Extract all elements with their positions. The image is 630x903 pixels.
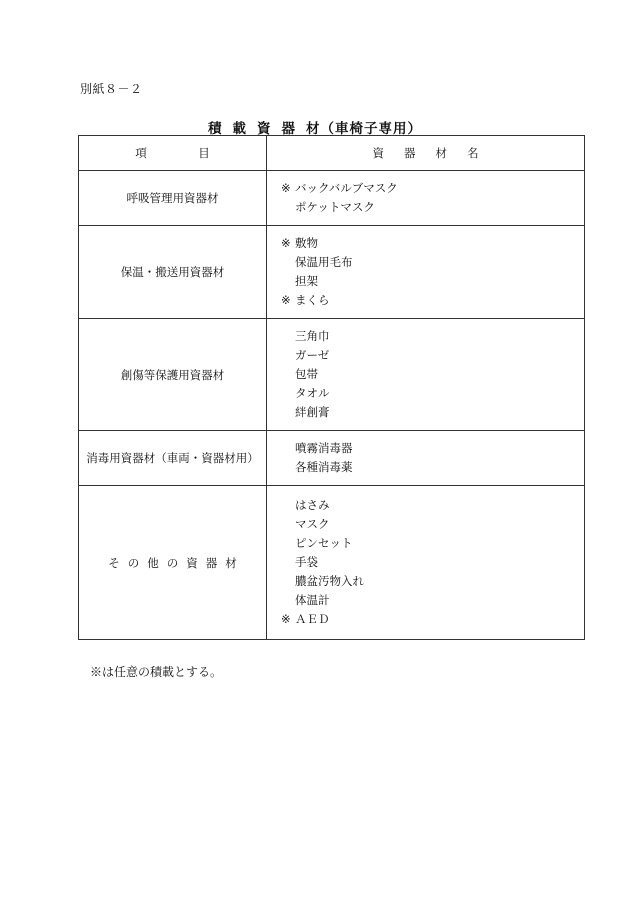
equipment-name: 各種消毒薬	[295, 460, 353, 474]
equipment-name: 包帯	[295, 367, 318, 381]
equipment-item	[281, 534, 584, 553]
equipment-item	[281, 272, 584, 291]
equipment-name: マスク	[295, 517, 330, 531]
equipment-item	[281, 515, 584, 534]
title-word: 器	[281, 121, 306, 137]
table-row	[79, 431, 585, 486]
equipment-name: 担架	[295, 274, 318, 288]
title-word: 材	[306, 121, 321, 137]
equipment-item	[281, 572, 584, 591]
equipment-name: はさみ	[295, 498, 330, 512]
equipment-item	[281, 384, 584, 403]
equipment-name: まくら	[295, 293, 330, 307]
equipment-name: 体温計	[295, 593, 330, 607]
table-row	[79, 319, 585, 431]
equipment-item	[281, 198, 584, 217]
equipment-list-cell	[267, 319, 585, 431]
equipment-name: ガーゼ	[295, 348, 330, 362]
document-reference: 別紙８－２	[80, 82, 143, 96]
header-item: 項 目	[79, 136, 267, 171]
title-word: 積	[208, 121, 233, 137]
equipment-name: 敷物	[295, 236, 318, 250]
equipment-list-cell	[267, 226, 585, 319]
equipment-item	[281, 591, 584, 610]
equipment-item	[281, 403, 584, 422]
equipment-item	[281, 365, 584, 384]
title-word: 載	[232, 121, 257, 137]
equipment-item	[281, 458, 584, 477]
equipment-name: 膿盆汚物入れ	[295, 574, 364, 588]
header-equipment: 資器材名	[267, 136, 585, 171]
table-row	[79, 486, 585, 640]
equipment-item	[281, 327, 584, 346]
equipment-table	[78, 135, 585, 640]
category-cell: 消毒用資器材（車両・資器材用）	[79, 431, 267, 486]
equipment-item	[281, 610, 584, 629]
equipment-name: 手袋	[295, 555, 318, 569]
optional-mark: ※	[281, 293, 291, 307]
optional-mark: ※	[281, 612, 291, 626]
table-row	[79, 171, 585, 226]
equipment-name: ピンセット	[295, 536, 353, 550]
equipment-name: 噴霧消毒器	[295, 441, 353, 455]
title-suffix: （車椅子専用）	[320, 121, 422, 137]
equipment-item	[281, 496, 584, 515]
equipment-item	[281, 291, 584, 310]
equipment-list-cell	[267, 486, 585, 640]
equipment-name: バックバルブマスク	[295, 181, 398, 195]
table-header-row	[79, 136, 585, 171]
equipment-name: 三角巾	[295, 329, 330, 343]
category-cell: 創傷等保護用資器材	[79, 319, 267, 431]
category-cell: その他の資器材	[79, 486, 267, 640]
equipment-item	[281, 234, 584, 253]
optional-mark: ※	[281, 181, 291, 195]
footnote: ※は任意の積載とする。	[90, 665, 223, 679]
equipment-item	[281, 346, 584, 365]
optional-mark: ※	[281, 236, 291, 250]
equipment-name: タオル	[295, 386, 330, 400]
equipment-list-cell	[267, 431, 585, 486]
document-title	[0, 117, 630, 137]
category-cell: 保温・搬送用資器材	[79, 226, 267, 319]
table-row	[79, 226, 585, 319]
equipment-name: ポケットマスク	[295, 200, 375, 214]
equipment-item	[281, 179, 584, 198]
equipment-list-cell	[267, 171, 585, 226]
equipment-name: 絆創膏	[295, 405, 330, 419]
equipment-name: 保温用毛布	[295, 255, 353, 269]
equipment-item	[281, 253, 584, 272]
title-word: 資	[257, 121, 282, 137]
equipment-name: ＡＥＤ	[295, 612, 330, 626]
equipment-item	[281, 553, 584, 572]
category-cell: 呼吸管理用資器材	[79, 171, 267, 226]
table-body	[79, 171, 585, 640]
equipment-item	[281, 439, 584, 458]
